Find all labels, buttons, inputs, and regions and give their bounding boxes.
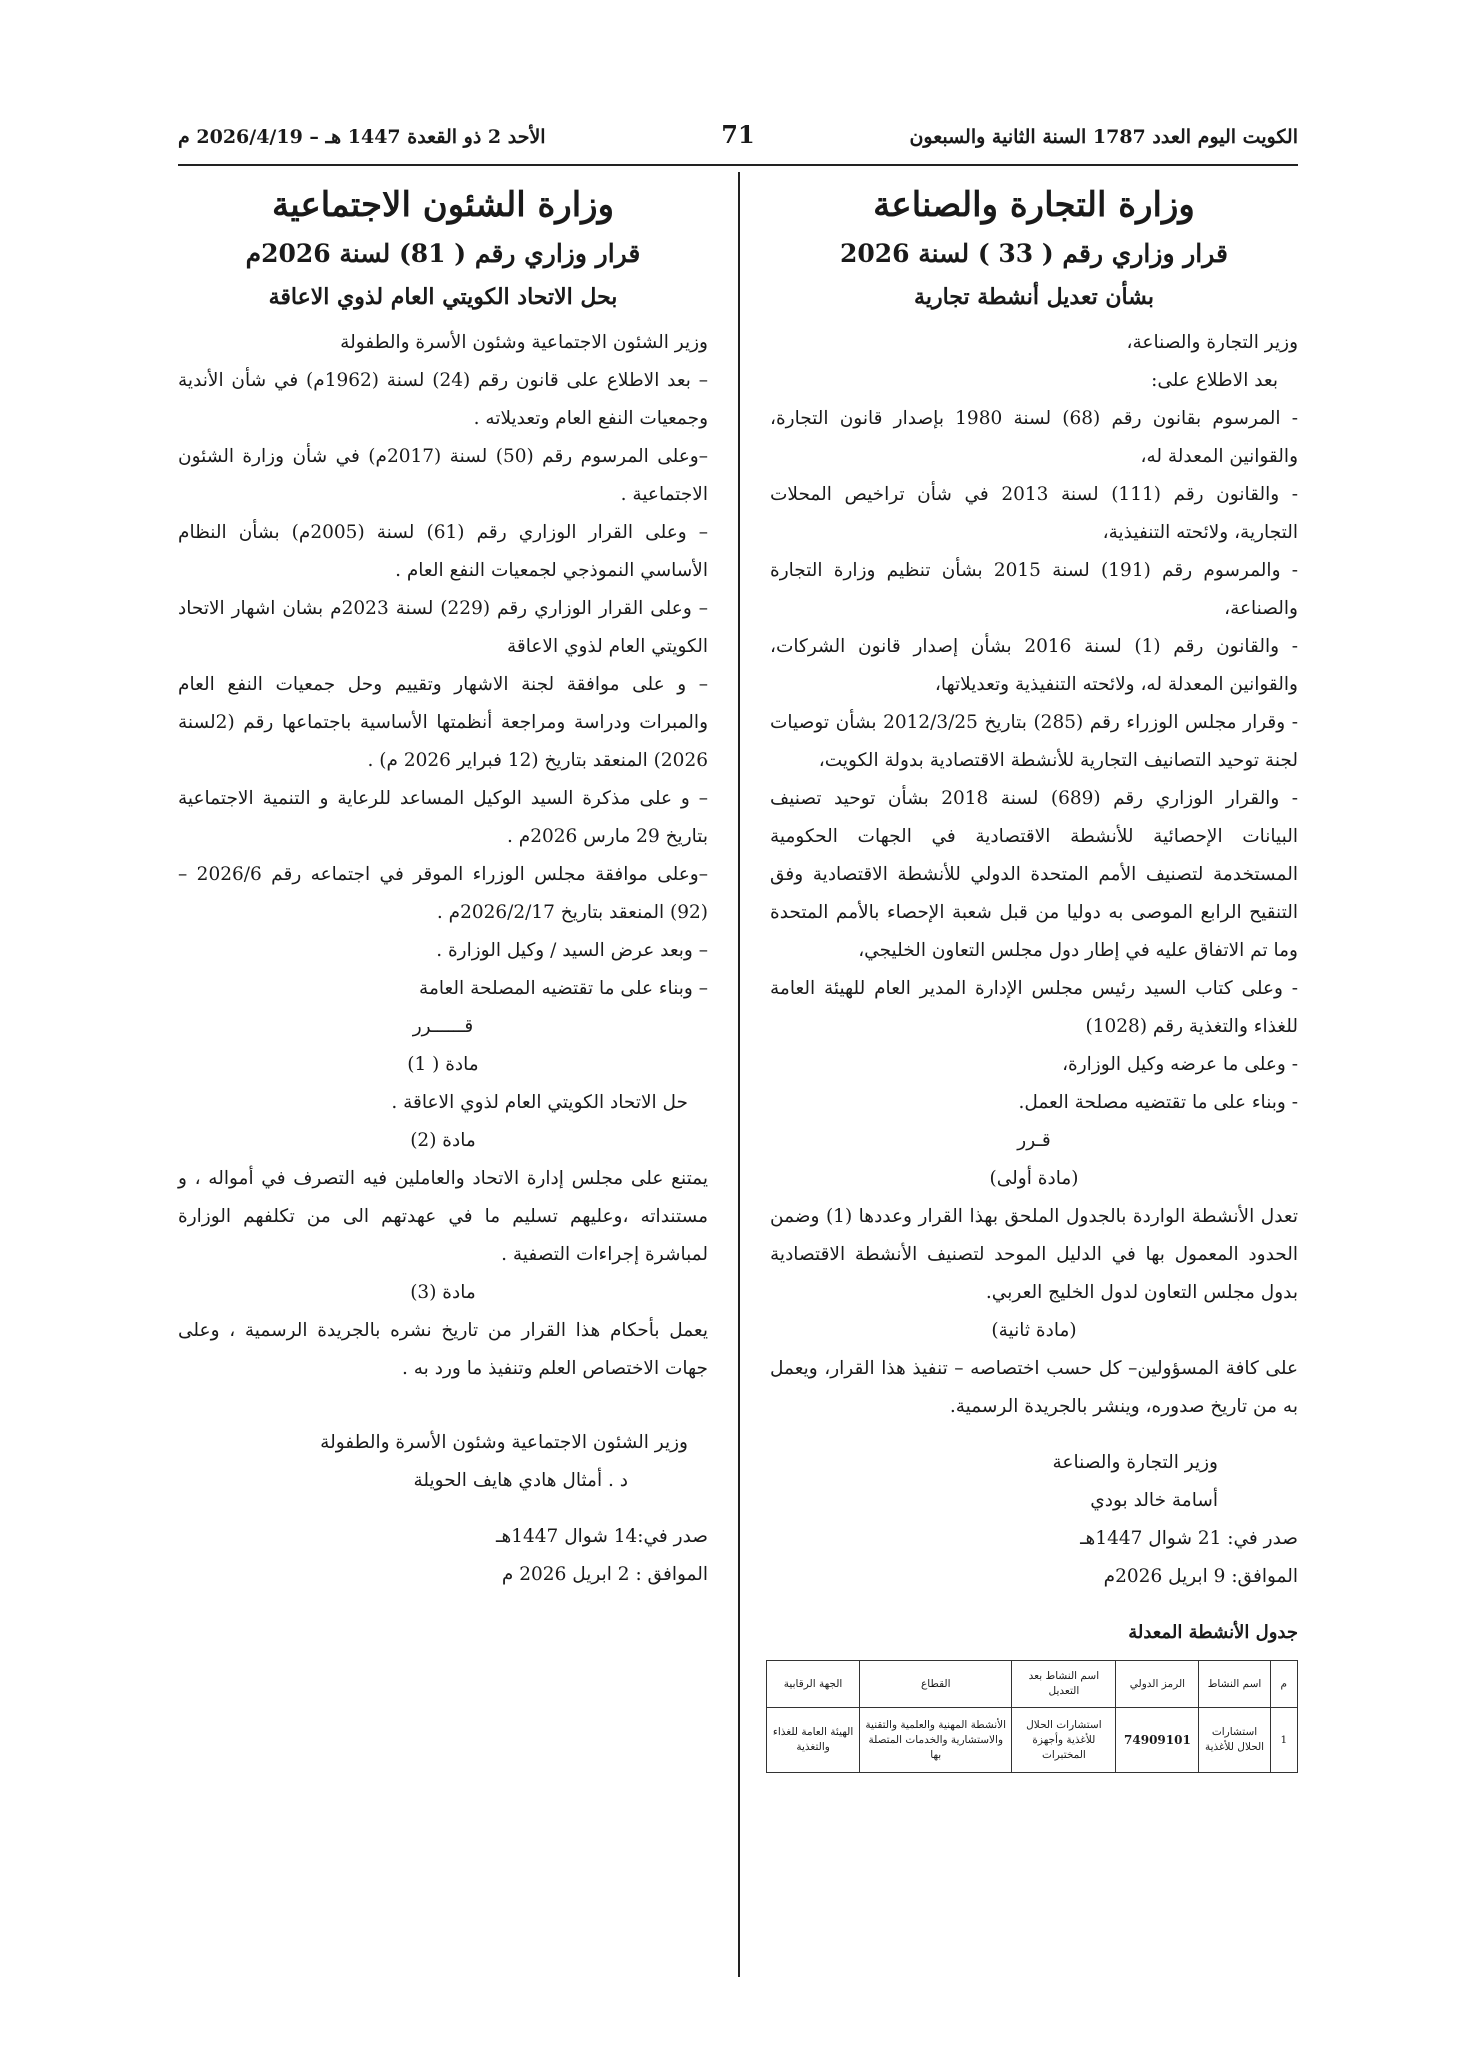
recital: - والقرار الوزاري رقم (689) لسنة 2018 بشأن توحيد تصنيف البيانات الإحصائية للأنشطة الاقتصادية في الجهات الحكومية المستخدمة لتصنيف الأمم المتحدة الدولي للأنشطة الاقتصادية وفق التنقيح الرابع الموصى به دوليا من قبل شعبة الإحصاء بالأمم المتحدة وما تم الاتفاق عليه في إطار دول مجلس التعاون الخليجي، <box>770 788 1299 961</box>
table-row <box>767 1708 1298 1773</box>
article-label: مادة (3) <box>410 1282 476 1303</box>
recital: - والمرسوم رقم (191) لسنة 2015 بشأن تنظيم وزارة التجارة والصناعة، <box>770 560 1298 619</box>
table-header-row <box>767 1661 1298 1708</box>
ministry-title: وزارة الشئون الاجتماعية <box>271 185 615 225</box>
recital: – وعلى القرار الوزاري رقم (229) لسنة 2023م بشان اشهار الاتحاد الكويتي العام لذوي الاعاقة <box>178 598 708 657</box>
header-rule <box>178 164 1298 166</box>
table-header-cell: اسم النشاط بعد التعديل <box>1012 1661 1116 1708</box>
header-date: الأحد 2 ذو القعدة 1447 هـ – 2026/4/19 م <box>178 126 546 148</box>
article-text: يعمل بأحكام هذا القرار من تاريخ نشره بالجريدة الرسمية ، وعلى جهات الاختصاص العلم وتنفيذ ما ورد به . <box>178 1320 708 1379</box>
spacer <box>770 1426 1298 1444</box>
decided-heading: قـرر <box>1017 1130 1051 1151</box>
intro-line: بعد الاطلاع على: <box>1151 370 1278 391</box>
corresponding-date: الموافق : 2 ابريل 2026 م <box>501 1564 708 1585</box>
decree-title: قرار وزاري رقم ( 81) لسنة 2026م <box>245 239 641 268</box>
page-number: 71 <box>721 120 755 149</box>
intro-line: وزير التجارة والصناعة، <box>1126 332 1298 353</box>
recital: - والقانون رقم (111) لسنة 2013 في شأن تراخيص المحلات التجارية، ولائحته التنفيذية، <box>770 484 1298 543</box>
spacer <box>178 1500 708 1518</box>
recital: – و على موافقة لجنة الاشهار وتقييم وحل جمعيات النفع العام والمبرات ودراسة ومراجعة أنظمتها الأساسية باجتماعها رقم (2لسنة 2026) المنعقد بتاريخ (12 فبراير 2026 م) . <box>178 674 708 771</box>
article-label: مادة (2) <box>410 1130 476 1151</box>
signer-title: وزير التجارة والصناعة <box>1052 1452 1218 1473</box>
signer-name: أسامة خالد بودي <box>1090 1490 1218 1511</box>
recital: –وعلى موافقة مجلس الوزراء الموقر في اجتماعه رقم 2026/6 – (92) المنعقد بتاريخ 2026/2/17م . <box>178 864 708 923</box>
recital: – و على مذكرة السيد الوكيل المساعد للرعاية و التنمية الاجتماعية بتاريخ 29 مارس 2026م . <box>178 788 708 847</box>
article-label: (مادة ثانية) <box>991 1320 1077 1341</box>
article-text: على كافة المسؤولين– كل حسب اختصاصه – تنفيذ هذا القرار، ويعمل به من تاريخ صدوره، وينشر بالجريدة الرسمية. <box>770 1358 1298 1417</box>
decree-title: قرار وزاري رقم ( 33 ) لسنة 2026 <box>839 239 1228 268</box>
issue-date: صدر في:14 شوال 1447هـ <box>496 1526 708 1547</box>
header-issue-info: الكويت اليوم العدد 1787 السنة الثانية والسبعون <box>909 126 1298 148</box>
ministry-title: وزارة التجارة والصناعة <box>873 185 1195 225</box>
article-text: تعدل الأنشطة الواردة بالجدول الملحق بهذا القرار وعددها (1) وضمن الحدود المعمول بها في الدليل الموحد لتصنيف الأنشطة الاقتصادية بدول مجلس التعاون لدول الخليج العربي. <box>770 1206 1298 1303</box>
table-cell: الأنشطة المهنية والعلمية والتقنية والاستشارية والخدمات المتصلة بها <box>860 1708 1012 1773</box>
article-text: حل الاتحاد الكويتي العام لذوي الاعاقة . <box>391 1092 688 1113</box>
table-cell: استشارات الحلال للأغذية وأجهزة المختبرات <box>1012 1708 1116 1773</box>
table-header-cell: م <box>1270 1661 1297 1708</box>
corresponding-date: الموافق: 9 ابريل 2026م <box>1103 1566 1298 1587</box>
decree-subject: بحل الاتحاد الكويتي العام لذوي الاعاقة <box>268 284 618 310</box>
recital: - والقانون رقم (1) لسنة 2016 بشأن إصدار قانون الشركات، والقوانين المعدلة له، ولائحته التنفيذية وتعديلاتها، <box>770 636 1298 695</box>
social-affairs-decree-column <box>178 180 708 1594</box>
column-divider <box>738 172 740 1977</box>
article-text: يمتنع على مجلس إدارة الاتحاد والعاملين فيه التصرف في أمواله ، و مستنداته ،وعليهم تسليم ما في عهدتهم الى من تكلفهم الوزارة لمباشرة إجراءات التصفية . <box>178 1168 708 1265</box>
table-header-cell: القطاع <box>860 1661 1012 1708</box>
table-title: جدول الأنشطة المعدلة <box>1128 1622 1298 1643</box>
page-header <box>178 118 1298 158</box>
spacer <box>178 1388 708 1424</box>
recital: – بعد الاطلاع على قانون رقم (24) لسنة (1962م) في شأن الأندية وجمعيات النفع العام وتعديلاته . <box>178 370 709 429</box>
table-cell: استشارات الحلال للأغذية <box>1199 1708 1270 1773</box>
table-cell: الهيئة العامة للغذاء والتغذية <box>767 1708 860 1773</box>
recital: - وعلى كتاب السيد رئيس مجلس الإدارة المدير العام للهيئة العامة للغذاء والتغذية رقم (1028) <box>770 978 1298 1037</box>
table-cell: 74909101 <box>1116 1708 1199 1773</box>
table-cell: 1 <box>1270 1708 1297 1773</box>
recital: – وبناء على ما تقتضيه المصلحة العامة <box>419 978 708 999</box>
recital: – وعلى القرار الوزاري رقم (61) لسنة (2005م) بشأن النظام الأساسي النموذجي لجمعيات النفع العام . <box>178 522 709 581</box>
table-header-cell: الرمز الدولي <box>1116 1661 1199 1708</box>
recital: - وبناء على ما تقتضيه مصلحة العمل. <box>1018 1092 1298 1113</box>
recital: - المرسوم بقانون رقم (68) لسنة 1980 بإصدار قانون التجارة، والقوانين المعدلة له، <box>770 408 1298 467</box>
article-label: (مادة أولى) <box>989 1168 1079 1189</box>
recital: – وبعد عرض السيد / وكيل الوزارة . <box>436 940 708 961</box>
signer-name: د . أمثال هادي هايف الحويلة <box>413 1470 628 1491</box>
signer-title: وزير الشئون الاجتماعية وشئون الأسرة والطفولة <box>320 1432 688 1453</box>
issue-date: صدر في: 21 شوال 1447هـ <box>1080 1528 1298 1549</box>
table-header-cell: اسم النشاط <box>1199 1661 1270 1708</box>
commerce-decree-column <box>770 180 1298 1773</box>
recital: - وقرار مجلس الوزراء رقم (285) بتاريخ 2012/3/25 بشأن توصيات لجنة توحيد التصانيف التجارية للأنشطة الاقتصادية بدولة الكويت، <box>770 712 1299 771</box>
intro-line: وزير الشئون الاجتماعية وشئون الأسرة والطفولة <box>340 332 708 353</box>
recital: - وعلى ما عرضه وكيل الوزارة، <box>1062 1054 1298 1075</box>
article-label: مادة ( 1) <box>407 1054 479 1075</box>
table-header-cell: الجهة الرقابية <box>767 1661 860 1708</box>
activities-table <box>766 1660 1298 1773</box>
decided-heading: قــــــرر <box>412 1016 474 1037</box>
recital: –وعلى المرسوم رقم (50) لسنة (2017م) في شأن وزارة الشئون الاجتماعية . <box>178 446 708 505</box>
decree-subject: بشأن تعديل أنشطة تجارية <box>914 284 1154 310</box>
